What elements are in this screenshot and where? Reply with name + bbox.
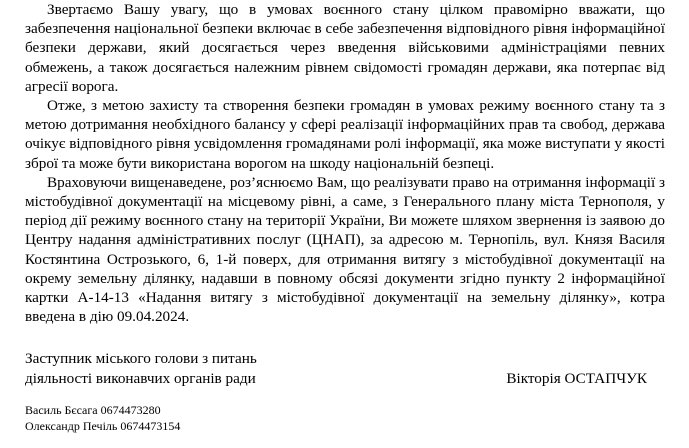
body-paragraph: Звертаємо Вашу увагу, що в умовах воєнного стану цілком правомірно вважати, що забезпечення національної безпеки включає в себе забезпечення відповідного рівня інформаційної безпеки держави, який досягається через введення військовими адміністраціями певних обмежень, а також досягається належним рівнем свідомості громадян держави, яка потерпає від агресії ворога. <box>25 1 665 95</box>
signature-block <box>25 349 665 389</box>
contact-line: Олександр Печіль 0674473154 <box>25 418 181 433</box>
signatory-name: Вікторія ОСТАПЧУК <box>506 370 647 387</box>
body-paragraph: Отже, з метою захисту та створення безпеки громадян в умовах режиму воєнного стану та з метою дотримання необхідного балансу у сфері реалізації інформаційних прав та свобод, держава очікує відповідного рівня усвідомлення громадянами ролі інформації, яка може виступати у якості зброї та може бути використана ворогом на шкоду національній безпеці. <box>25 97 665 172</box>
contact-line: Василь Бєсага 0674473280 <box>25 403 161 417</box>
contact-list <box>25 403 180 434</box>
body-paragraph: Враховуючи вищенаведене, роз’яснюємо Вам, що реалізувати право на отримання інформації з містобудівної документації на місцевому рівні, а саме, з Генерального плану міста Тернополя, у період дії режиму воєнного стану на території України, Ви можете шляхом звернення із заявою до Центру надання адміністративних послуг (ЦНАП), за адресою м. Тернопіль, вул. Князя Василя Костянтина Острозького, 6, 1-й поверх, для отримання витягу з містобудівної документації на окрему земельну ділянку, надавши в повному обсязі документи згідно пункту 2 інформаційної картки А-14-13 «Надання витягу з містобудівної документації на земельну ділянку», котра введена в дію 09.04.2024. <box>25 173 665 326</box>
letter-body <box>25 0 665 326</box>
signatory-position: Заступник міського голови з питань діяльності виконавчих органів ради <box>25 350 257 387</box>
